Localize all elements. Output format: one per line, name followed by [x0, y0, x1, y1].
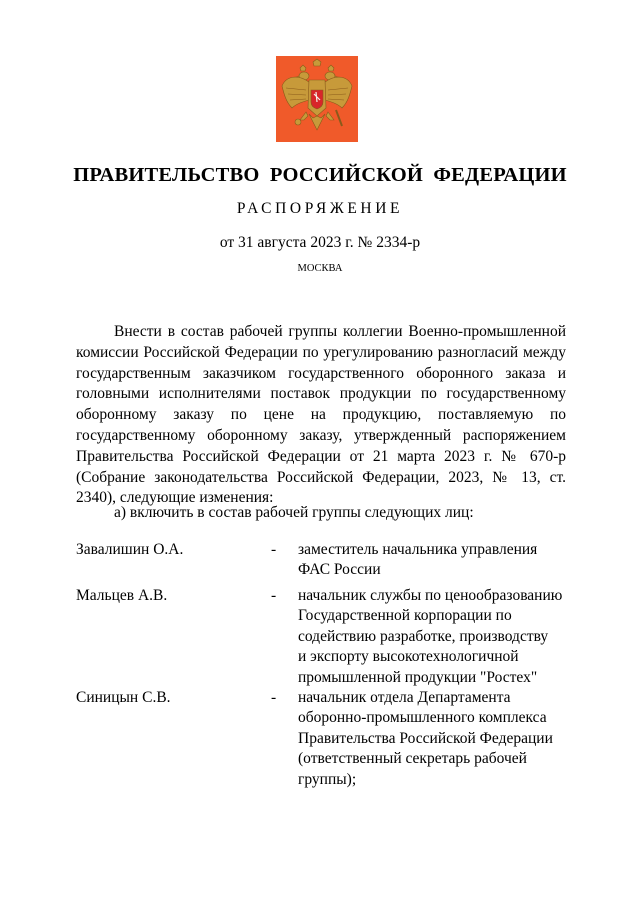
position-line: оборонно-промышленного комплекса — [298, 709, 547, 727]
position-line: группы); — [298, 770, 357, 788]
document-date-number: от 31 августа 2023 г. № 2334-р — [219, 234, 421, 251]
position-line: Государственной корпорации по — [298, 607, 512, 625]
position-line: и экспорту высокотехнологичной — [298, 648, 519, 666]
position-line: ФАС России — [298, 561, 381, 579]
member-name: Завалишин О.А. — [76, 541, 184, 558]
member-position — [298, 688, 566, 790]
member-name: Синицын С.В. — [76, 689, 171, 706]
member-name: Мальцев А.В. — [76, 587, 168, 604]
member-position — [298, 586, 566, 688]
member-dash: - — [271, 541, 277, 558]
document-city: МОСКВА — [297, 263, 343, 274]
subitem-a: а) включить в состав рабочей группы следующих лиц: — [114, 504, 474, 521]
position-line: заместитель начальника управления — [298, 541, 538, 558]
member-position — [298, 540, 566, 581]
government-title: ПРАВИТЕЛЬСТВО РОССИЙСКОЙ ФЕДЕРАЦИИ — [73, 164, 567, 186]
main-paragraph: Внести в состав рабочей группы коллегии Военно-промышленной комиссии Российской Федерации по урегулированию разногласий между государственным заказчиком государственного оборонного заказа и головными исполнителями поставок продукции по государственному оборонному заказу по цене на продукцию, поставляемую по государственному оборонному заказу, утвержденный распоряжением Правительства Российской Федерации от 21 марта 2023 г. № 670-р (Собрание законодательства Российской Федерации, 2023, № 13, ст. 2340), следующие изменения: — [76, 323, 566, 507]
position-line: начальник отдела Департамента — [298, 689, 511, 706]
position-line: (ответственный секретарь рабочей — [298, 750, 527, 768]
document-kind: РАСПОРЯЖЕНИЕ — [236, 200, 404, 217]
position-line: начальник службы по ценообразованию — [298, 587, 563, 604]
member-dash: - — [271, 587, 277, 604]
coat-of-arms-emblem — [276, 56, 358, 142]
member-dash: - — [271, 689, 277, 706]
position-line: промышленной продукции "Ростех" — [298, 668, 538, 686]
position-line: содействию разработке, производству — [298, 627, 549, 645]
position-line: Правительства Российской Федерации — [298, 729, 553, 747]
